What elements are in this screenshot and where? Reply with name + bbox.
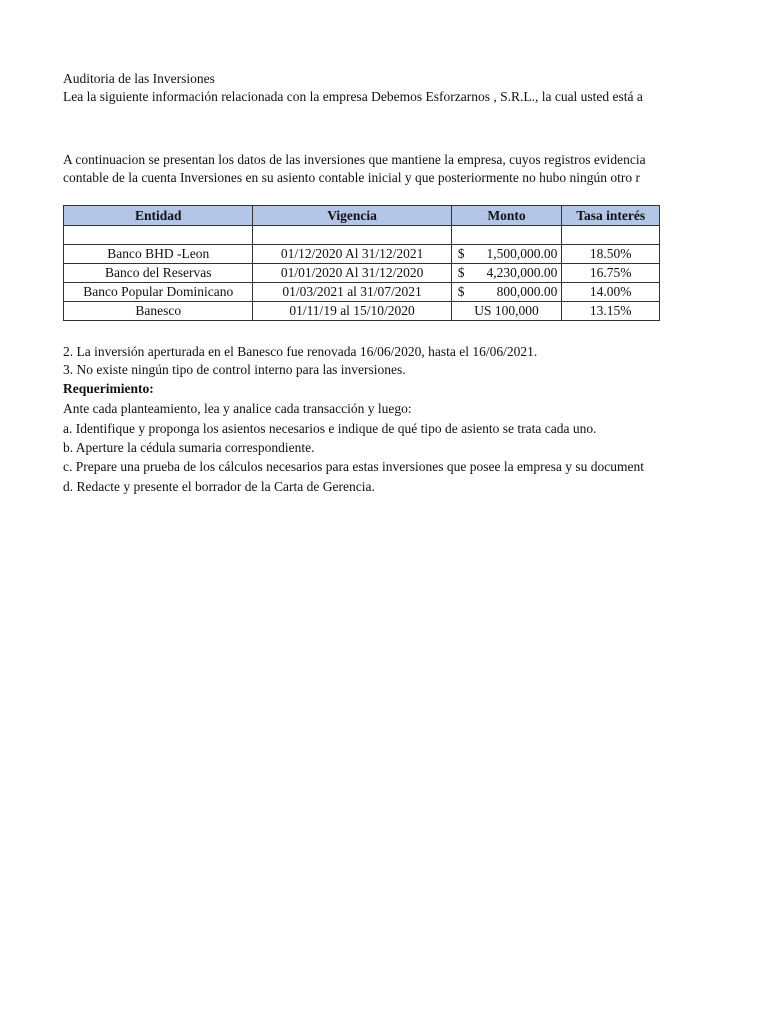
- paragraph-line-2: contable de la cuenta Inversiones en su asiento contable inicial y que posteriormente no hubo ningún otro r: [63, 170, 640, 185]
- cell-monto: [451, 245, 562, 264]
- cell-tasa: 16.75%: [562, 264, 660, 283]
- cell-tasa: 14.00%: [562, 283, 660, 302]
- paragraph-line-1: A continuacion se presentan los datos de las inversiones que mantiene la empresa, cuyos registros evidencia: [63, 152, 646, 167]
- empty-cell: [253, 226, 451, 245]
- cell-vigencia: 01/11/19 al 15/10/2020: [253, 302, 451, 321]
- amount-value: 800,000.00: [496, 284, 558, 299]
- cell-tasa: 13.15%: [562, 302, 660, 321]
- currency-symbol: $: [457, 265, 465, 280]
- investments-table: [63, 205, 660, 321]
- cell-entidad: Banco BHD -Leon: [64, 245, 253, 264]
- cell-monto: [451, 283, 562, 302]
- cell-vigencia: 01/03/2021 al 31/07/2021: [253, 283, 451, 302]
- amount-value: 1,500,000.00: [486, 246, 558, 261]
- table-row: [64, 264, 660, 283]
- note-2: 2. La inversión aperturada en el Banesco fue renovada 16/06/2020, hasta el 16/06/2021.: [63, 344, 538, 359]
- table-row: [64, 245, 660, 264]
- currency-symbol: $: [457, 284, 465, 299]
- empty-cell: [451, 226, 562, 245]
- cell-entidad: Banco Popular Dominicano: [64, 283, 253, 302]
- cell-tasa: 18.50%: [562, 245, 660, 264]
- requirement-b: b. Aperture la cédula sumaria correspondiente.: [63, 440, 315, 455]
- cell-entidad: Banesco: [64, 302, 253, 321]
- header-monto: Monto: [451, 206, 562, 226]
- table-empty-row: [64, 226, 660, 245]
- cell-vigencia: 01/01/2020 Al 31/12/2020: [253, 264, 451, 283]
- requirement-c: c. Prepare una prueba de los cálculos necesarios para estas inversiones que posee la empresa y su document: [63, 459, 645, 474]
- currency-symbol: $: [457, 246, 465, 261]
- table-row: [64, 283, 660, 302]
- requirement-intro: Ante cada planteamiento, lea y analice cada transacción y luego:: [63, 401, 412, 416]
- document-title: Auditoria de las Inversiones: [63, 71, 215, 86]
- cell-vigencia: 01/12/2020 Al 31/12/2021: [253, 245, 451, 264]
- note-3: 3. No existe ningún tipo de control interno para las inversiones.: [63, 362, 406, 377]
- amount-value: 4,230,000.00: [486, 265, 558, 280]
- cell-entidad: Banco del Reservas: [64, 264, 253, 283]
- header-tasa: Tasa interés: [562, 206, 660, 226]
- requirement-a: a. Identifique y proponga los asientos necesarios e indique de qué tipo de asiento se trata cada uno.: [63, 421, 597, 436]
- cell-monto: [451, 264, 562, 283]
- requirement-d: d. Redacte y presente el borrador de la Carta de Gerencia.: [63, 479, 375, 494]
- amount-value: US 100,000: [474, 303, 539, 318]
- cell-monto: [451, 302, 562, 321]
- table-header-row: [64, 206, 660, 226]
- intro-line: Lea la siguiente información relacionada con la empresa Debemos Esforzarnos , S.R.L., la cual usted está a: [63, 89, 643, 104]
- empty-cell: [64, 226, 253, 245]
- empty-cell: [562, 226, 660, 245]
- header-vigencia: Vigencia: [253, 206, 451, 226]
- header-entidad: Entidad: [64, 206, 253, 226]
- table-row: [64, 302, 660, 321]
- requirement-heading: Requerimiento:: [63, 381, 154, 396]
